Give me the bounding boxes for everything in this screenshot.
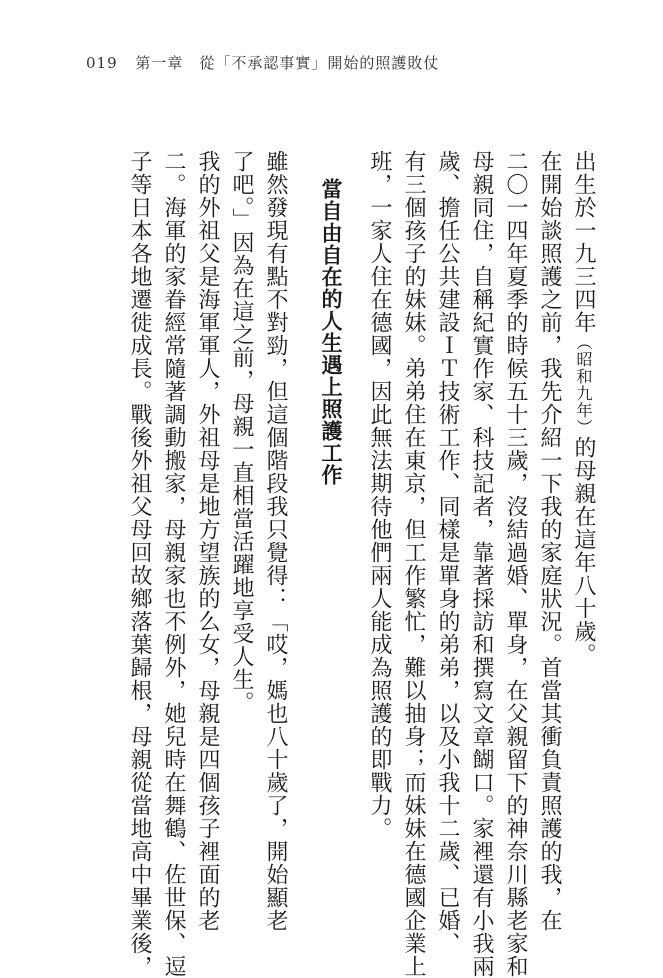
page-number: 019: [86, 54, 118, 72]
text-column: 有三個孩子的妹妹。弟弟住在東京，但工作繁忙，難以抽身；而妹妹在德國企業上: [401, 150, 426, 978]
running-header: [86, 52, 439, 73]
text-column: 我的外祖父是海軍軍人，外祖母是地方望族的么女，母親是四個孩子裡面的老: [195, 150, 220, 932]
chapter-title: 第一章 從「不承認事實」開始的照護敗仗: [135, 54, 440, 72]
text-column: [566, 150, 600, 840]
text-segment: 出生於一九三四年: [571, 150, 596, 334]
section-heading: 當自由自在的人生遇上照護工作: [319, 178, 343, 486]
era-annotation: （昭和九年）: [574, 334, 593, 436]
text-column: 母親同住，自稱紀實作家、科技記者，靠著採訪和撰寫文章餬口。家裡還有小我兩: [469, 150, 494, 978]
vertical-text-body: [40, 150, 600, 978]
text-column: 在開始談照護之前，我先介紹一下我的家庭狀況。首當其衝負責照護的我，在: [537, 150, 562, 932]
text-column: 了吧。」因為在這之前，母親一直相當活躍地享受人生。: [229, 150, 254, 714]
text-column: 子等日本各地遷徙成長。戰後外祖父母回故鄉落葉歸根，母親從當地高中畢業後，: [127, 150, 152, 978]
text-column: 班，一家人住在德國，因此無法期待他們兩人能成為照護的即戰力。: [367, 150, 392, 840]
text-column: 二〇一四年夏季的時候五十三歲，沒結過婚、單身，在父親留下的神奈川縣老家和: [503, 150, 528, 978]
text-column: 二。海軍的家眷經常隨著調動搬家，母親家也不例外，她兒時在舞鶴、佐世保、逗: [161, 150, 186, 978]
text-column: 歲、擔任公共建設ＩＴ技術工作、同樣是單身的弟弟，以及小我十二歲、已婚、: [435, 150, 460, 955]
text-segment: 的母親在這年八十歲。: [571, 436, 596, 666]
text-column: 雖然發現有點不對勁，但這個階段我只覺得：「哎，媽也八十歲了，開始顯老: [263, 150, 288, 932]
